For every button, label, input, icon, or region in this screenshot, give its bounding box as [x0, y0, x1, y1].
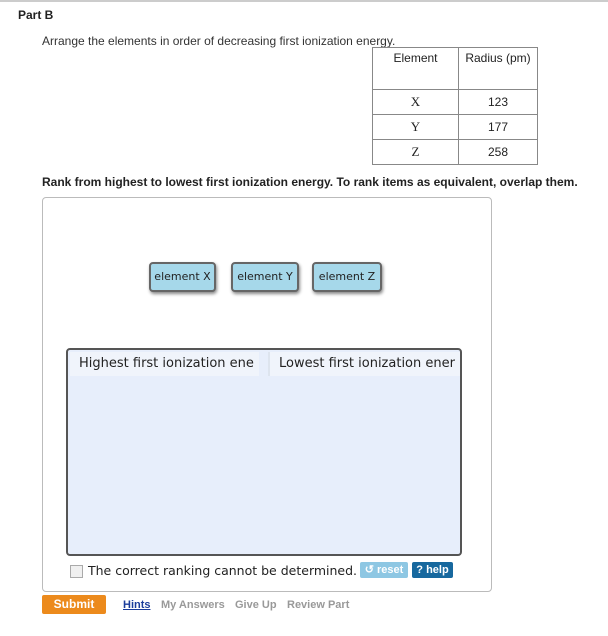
ranking-drop-area[interactable] — [66, 348, 462, 556]
rank-instruction: Rank from highest to lowest first ionization energy. To rank items as equivalent, overlap them. — [42, 175, 578, 189]
draggable-element-y[interactable]: element Y — [231, 262, 299, 292]
element-radius-table — [372, 47, 538, 165]
help-button[interactable]: ? help — [412, 562, 453, 578]
cell: Y — [373, 115, 459, 140]
divider — [0, 0, 608, 2]
cell: Z — [373, 140, 459, 165]
reset-button[interactable]: ↺ reset — [360, 562, 408, 578]
cell: 177 — [459, 115, 538, 140]
cell: 258 — [459, 140, 538, 165]
header-element: Element — [373, 48, 459, 90]
part-title: Part B — [18, 8, 54, 22]
review-part-link[interactable]: Review Part — [287, 599, 350, 611]
give-up-link[interactable]: Give Up — [235, 599, 277, 611]
my-answers-link[interactable]: My Answers — [161, 599, 225, 611]
instruction: Arrange the elements in order of decreasing first ionization energy. — [42, 34, 396, 48]
submit-button[interactable]: Submit — [42, 595, 106, 614]
cell: X — [373, 90, 459, 115]
cannot-determine-label: The correct ranking cannot be determined. — [88, 563, 358, 578]
header-radius: Radius (pm) — [459, 48, 538, 90]
draggable-element-z[interactable]: element Z — [312, 262, 382, 292]
cannot-determine-checkbox[interactable] — [70, 565, 83, 578]
lowest-label: Lowest first ionization ener — [268, 352, 460, 376]
cell: 123 — [459, 90, 538, 115]
hints-link[interactable]: Hints — [123, 599, 151, 611]
highest-label: Highest first ionization ene — [70, 352, 259, 376]
draggable-element-x[interactable]: element X — [149, 262, 216, 292]
